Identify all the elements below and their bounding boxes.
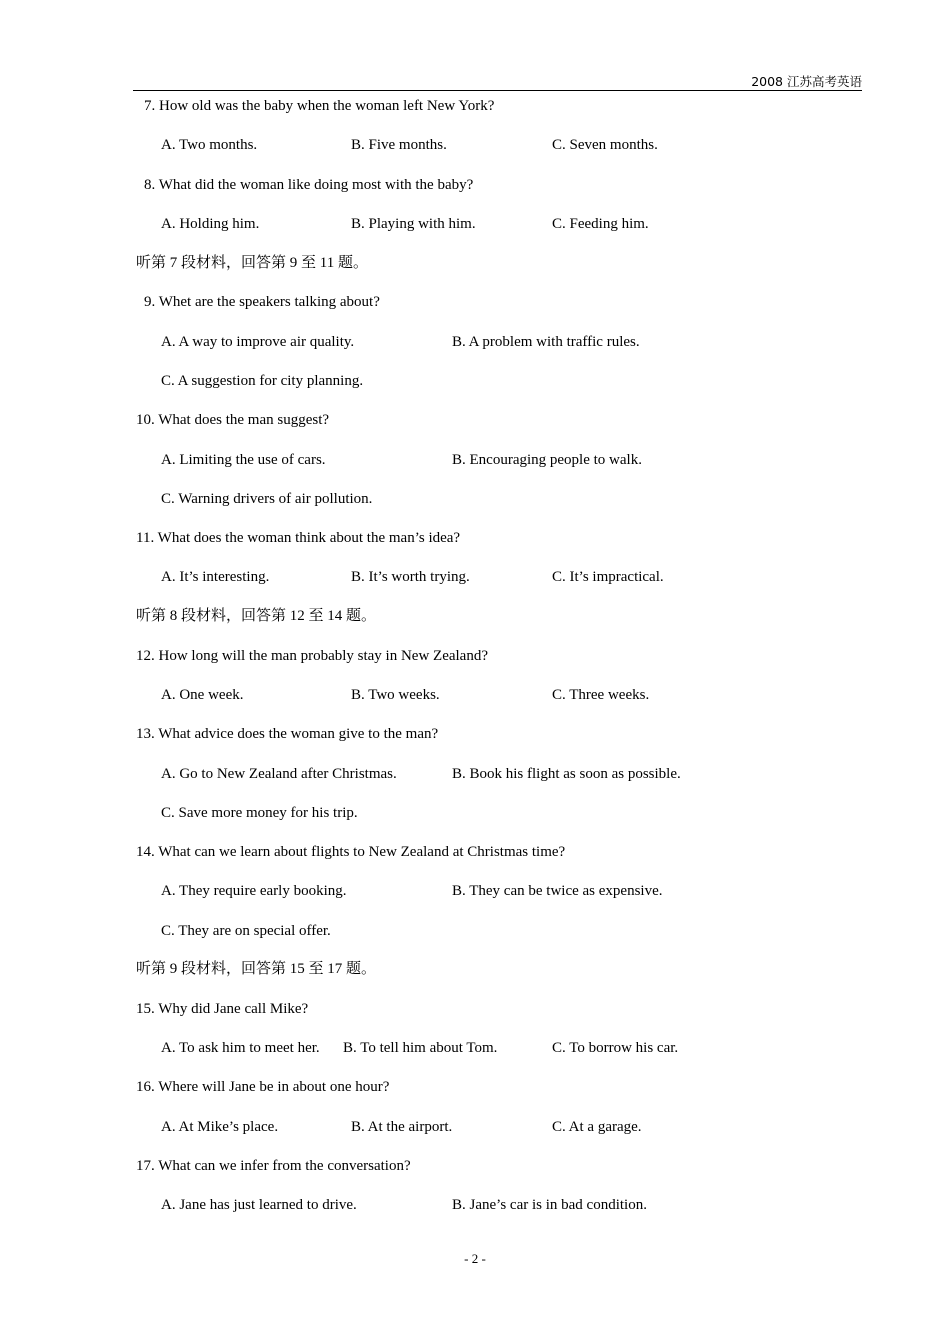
- q11-option-c: C. It’s impractical.: [552, 569, 664, 585]
- q11-option-b: B. It’s worth trying.: [351, 569, 470, 585]
- q13-option-b: B. Book his flight as soon as possible.: [452, 766, 681, 782]
- q10-option-a: A. Limiting the use of cars.: [161, 452, 326, 468]
- question-16: 16. Where will Jane be in about one hour?: [136, 1079, 390, 1095]
- question-11: 11. What does the woman think about the man’s idea?: [136, 530, 461, 546]
- question-10: 10. What does the man suggest?: [136, 412, 330, 428]
- q8-option-b: B. Playing with him.: [351, 216, 476, 232]
- q10-option-b: B. Encouraging people to walk.: [452, 452, 642, 468]
- page-number: - 2 -: [464, 1251, 486, 1266]
- q8-option-a: A. Holding him.: [161, 216, 260, 232]
- q13-option-c: C. Save more money for his trip.: [161, 805, 358, 821]
- q14-option-c: C. They are on special offer.: [161, 923, 331, 939]
- section-instruction-8: 听第 8 段材料，回答第 12 至 14 题。: [136, 608, 377, 624]
- q9-option-b: B. A problem with traffic rules.: [452, 334, 640, 350]
- q11-option-a: A. It’s interesting.: [161, 569, 270, 585]
- question-17: 17. What can we infer from the conversation?: [136, 1158, 411, 1174]
- q9-option-c: C. A suggestion for city planning.: [161, 373, 364, 389]
- q14-option-a: A. They require early booking.: [161, 883, 347, 899]
- q10-option-c: C. Warning drivers of air pollution.: [161, 491, 373, 507]
- q12-option-c: C. Three weeks.: [552, 687, 650, 703]
- q7-option-c: C. Seven months.: [552, 137, 658, 153]
- q15-option-b: B. To tell him about Tom.: [343, 1040, 498, 1056]
- q15-option-c: C. To borrow his car.: [552, 1040, 679, 1056]
- q12-option-b: B. Two weeks.: [351, 687, 440, 703]
- q16-option-a: A. At Mike’s place.: [161, 1119, 279, 1135]
- q12-option-a: A. One week.: [161, 687, 244, 703]
- question-15: 15. Why did Jane call Mike?: [136, 1001, 309, 1017]
- q15-option-a: A. To ask him to meet her.: [161, 1040, 320, 1056]
- q16-option-b: B. At the airport.: [351, 1119, 453, 1135]
- question-14: 14. What can we learn about flights to New Zealand at Christmas time?: [136, 844, 566, 860]
- q7-option-b: B. Five months.: [351, 137, 447, 153]
- page-header: [133, 70, 862, 91]
- q16-option-c: C. At a garage.: [552, 1119, 642, 1135]
- section-instruction-7: 听第 7 段材料，回答第 9 至 11 题。: [136, 255, 368, 271]
- q9-option-a: A. A way to improve air quality.: [161, 334, 355, 350]
- q13-option-a: A. Go to New Zealand after Christmas.: [161, 766, 397, 782]
- q7-option-a: A. Two months.: [161, 137, 258, 153]
- header-title: 2008 江苏高考英语: [751, 74, 862, 89]
- question-8: 8. What did the woman like doing most with the baby?: [144, 177, 474, 193]
- question-7: 7. How old was the baby when the woman left New York?: [144, 98, 495, 114]
- question-9: 9. Whet are the speakers talking about?: [144, 294, 380, 310]
- q14-option-b: B. They can be twice as expensive.: [452, 883, 663, 899]
- q17-option-a: A. Jane has just learned to drive.: [161, 1197, 357, 1213]
- question-13: 13. What advice does the woman give to the man?: [136, 726, 439, 742]
- q17-option-b: B. Jane’s car is in bad condition.: [452, 1197, 647, 1213]
- question-12: 12. How long will the man probably stay in New Zealand?: [136, 648, 489, 664]
- section-instruction-9: 听第 9 段材料，回答第 15 至 17 题。: [136, 961, 377, 977]
- q8-option-c: C. Feeding him.: [552, 216, 649, 232]
